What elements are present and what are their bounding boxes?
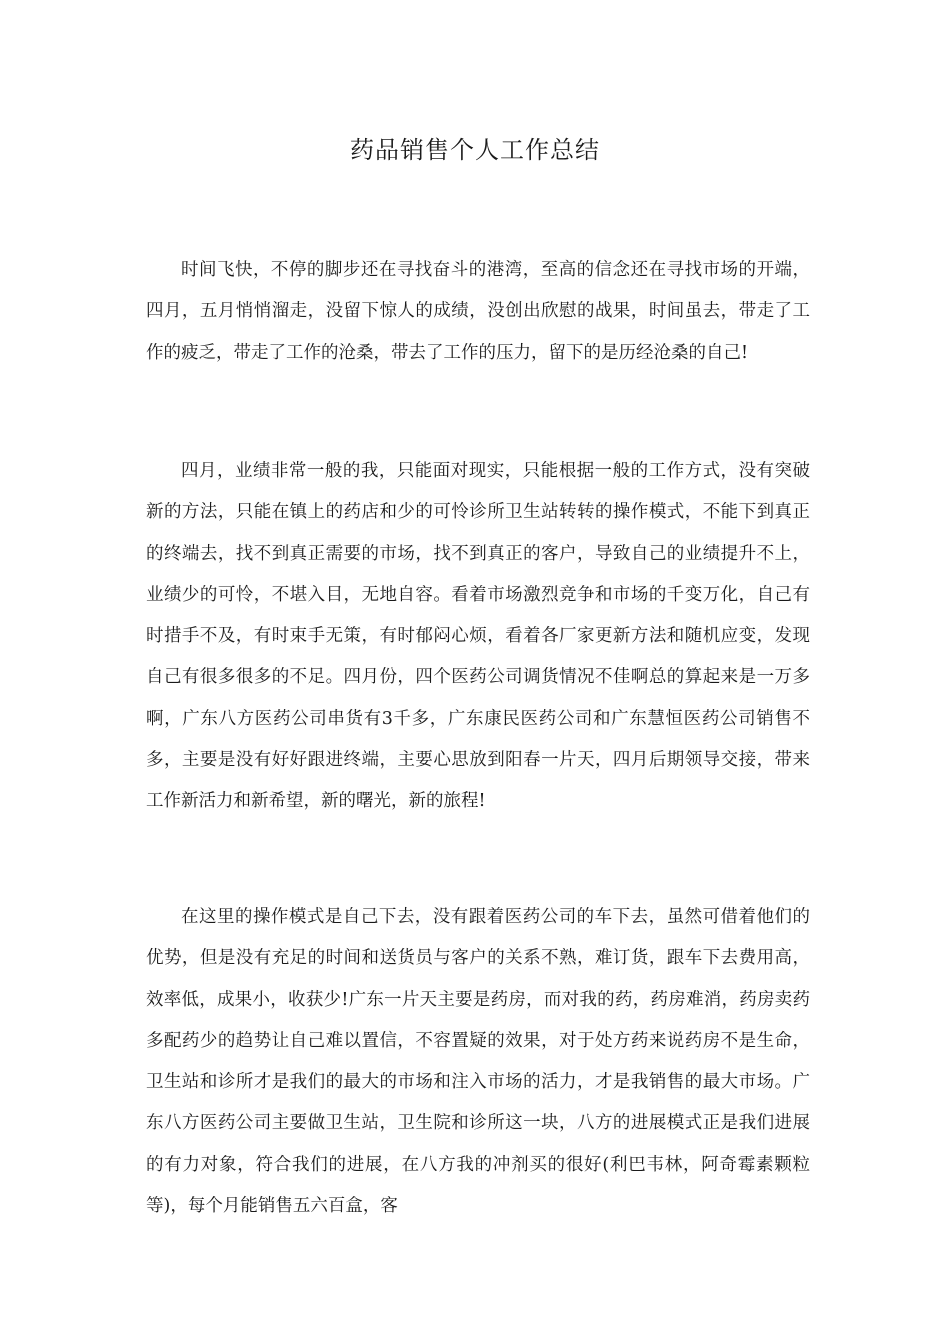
paragraph-3: 在这里的操作模式是自己下去，没有跟着医药公司的车下去，虽然可借着他们的优势，但是没有充足的时间和送货员与客户的关系不熟，难订货，跟车下去费用高，效率低，成果小，收获少!广东一片天主要是药房，而对我的药，药房难消，药房卖药多配药少的趋势让自己难以置信，不容置疑的效果，对于处方药来说药房不是生命，卫生站和诊所才是我们的最大的市场和注入市场的活力，才是我销售的最大市场。广东八方医药公司主要做卫生站，卫生院和诊所这一块，八方的进展模式正是我们进展的有力对象，符合我们的进展，在八方我的冲剂买的很好(利巴韦林，阿奇霉素颗粒等)，每个月能销售五六百盒，客 xyxy=(146,907,810,1217)
document-title: 药品销售个人工作总结 xyxy=(350,136,600,164)
paragraph-1: 时间飞快，不停的脚步还在寻找奋斗的港湾，至高的信念还在寻找市场的开端，四月，五月悄悄溜走，没留下惊人的成绩，没创出欣慰的战果，时间虽去，带走了工作的疲乏，带走了工作的沧桑，带去了工作的压力，留下的是历经沧桑的自己! xyxy=(146,260,810,363)
paragraph-2: 四月，业绩非常一般的我，只能面对现实，只能根据一般的工作方式，没有突破新的方法，只能在镇上的药店和少的可怜诊所卫生站转转的操作模式，不能下到真正的终端去，找不到真正需要的市场，找不到真正的客户，导致自己的业绩提升不上，业绩少的可怜，不堪入目，无地自容。看着市场激烈竞争和市场的千变万化，自己有时措手不及，有时束手无策，有时郁闷心烦，看着各厂家更新方法和随机应变，发现自己有很多很多的不足。四月份，四个医药公司调货情况不佳啊总的算起来是一万多啊，广东八方医药公司串货有3千多，广东康民医药公司和广东慧恒医药公司销售不多，主要是没有好好跟进终端，主要心思放到阳春一片天，四月后期领导交接，带来工作新活力和新希望，新的曙光，新的旅程! xyxy=(146,461,810,812)
